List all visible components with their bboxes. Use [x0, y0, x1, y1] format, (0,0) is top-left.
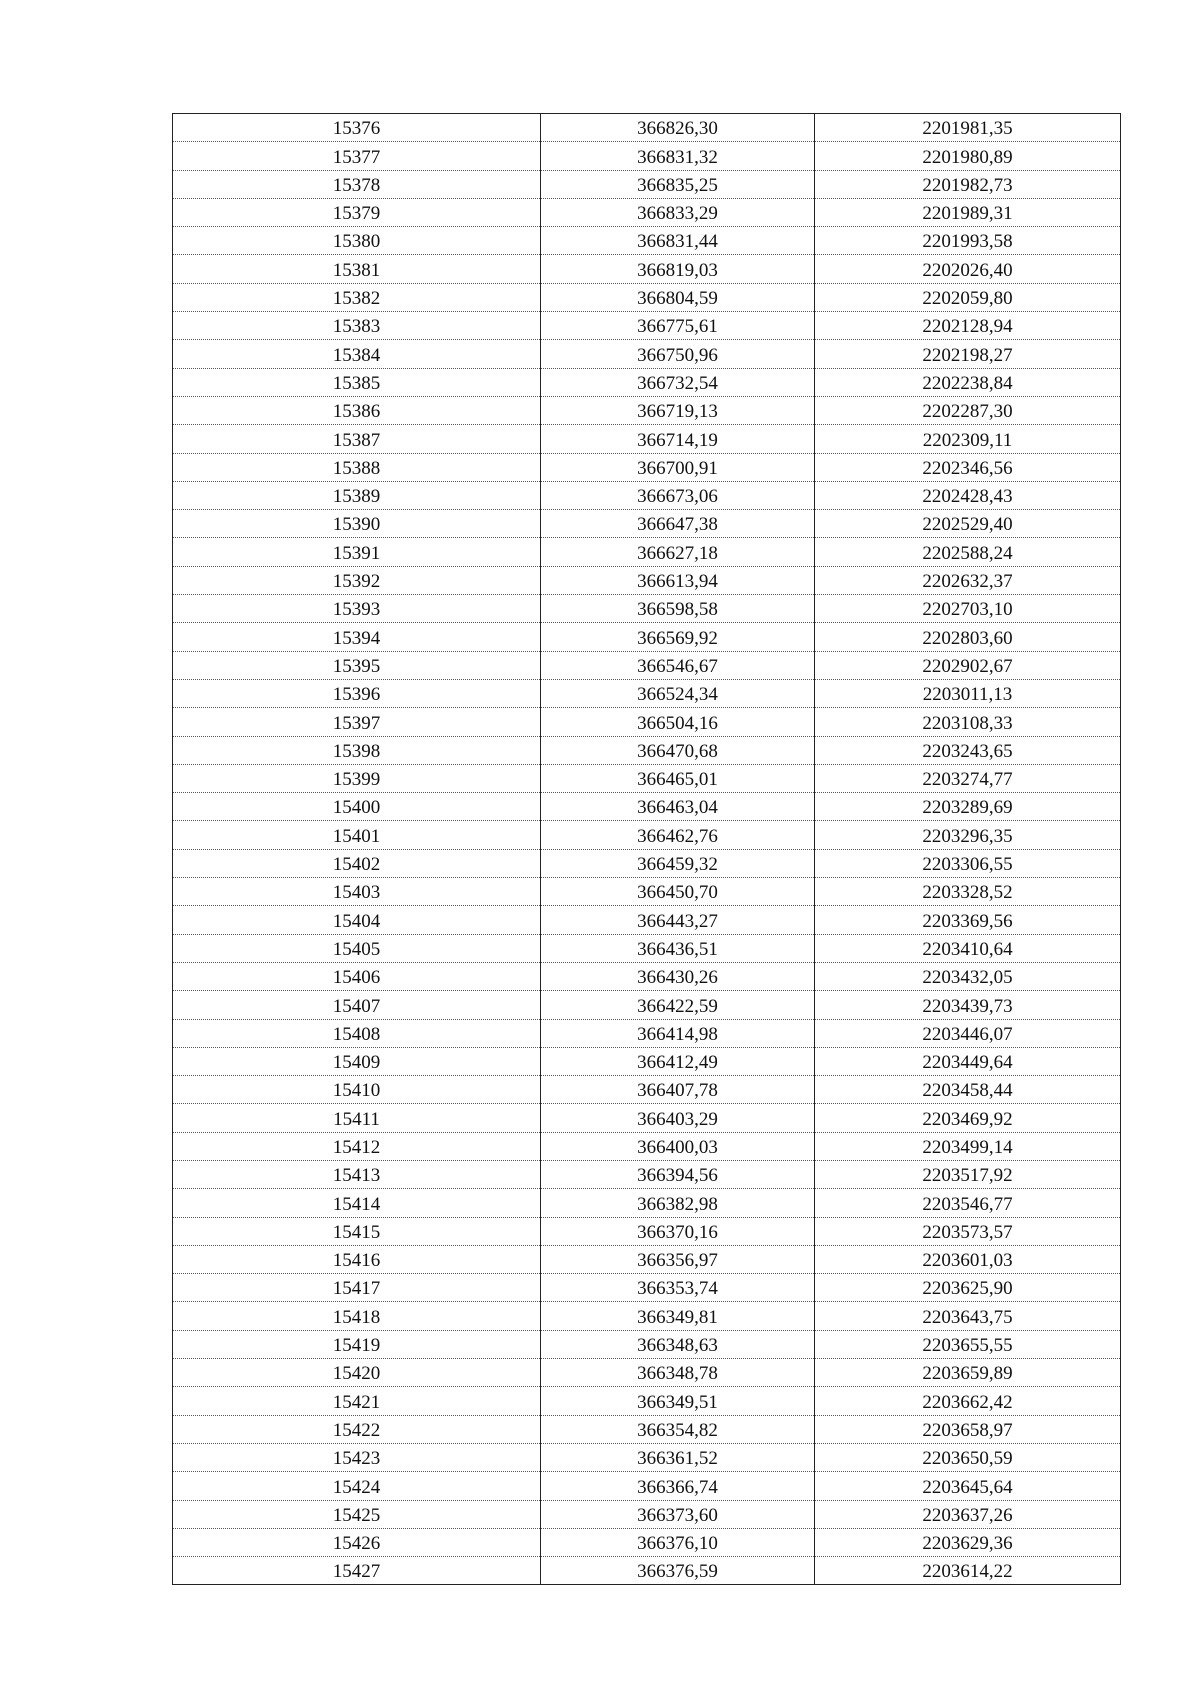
x-coordinate-cell: 366463,04	[541, 793, 815, 821]
x-coordinate-cell: 366719,13	[541, 396, 815, 424]
y-coordinate-cell: 2201981,35	[815, 114, 1121, 142]
table-row	[173, 1302, 1121, 1330]
x-coordinate-cell: 366349,81	[541, 1302, 815, 1330]
point-number-cell: 15382	[173, 283, 541, 311]
table-row	[173, 1019, 1121, 1047]
point-number-cell: 15391	[173, 538, 541, 566]
x-coordinate-cell: 366750,96	[541, 340, 815, 368]
x-coordinate-cell: 366732,54	[541, 368, 815, 396]
point-number-cell: 15377	[173, 142, 541, 170]
table-row	[173, 1274, 1121, 1302]
point-number-cell: 15392	[173, 566, 541, 594]
point-number-cell: 15380	[173, 227, 541, 255]
y-coordinate-cell: 2203655,55	[815, 1330, 1121, 1358]
table-row	[173, 764, 1121, 792]
point-number-cell: 15412	[173, 1132, 541, 1160]
y-coordinate-cell: 2202529,40	[815, 510, 1121, 538]
point-number-cell: 15385	[173, 368, 541, 396]
y-coordinate-cell: 2203546,77	[815, 1189, 1121, 1217]
point-number-cell: 15411	[173, 1104, 541, 1132]
point-number-cell: 15384	[173, 340, 541, 368]
table-row	[173, 679, 1121, 707]
y-coordinate-cell: 2203328,52	[815, 878, 1121, 906]
table-row	[173, 1557, 1121, 1585]
point-number-cell: 15398	[173, 736, 541, 764]
x-coordinate-cell: 366349,51	[541, 1387, 815, 1415]
table-row	[173, 566, 1121, 594]
y-coordinate-cell: 2203573,57	[815, 1217, 1121, 1245]
y-coordinate-cell: 2203274,77	[815, 764, 1121, 792]
table-row	[173, 595, 1121, 623]
y-coordinate-cell: 2203659,89	[815, 1359, 1121, 1387]
table-row	[173, 1132, 1121, 1160]
y-coordinate-cell: 2201980,89	[815, 142, 1121, 170]
table-row	[173, 227, 1121, 255]
y-coordinate-cell: 2203658,97	[815, 1415, 1121, 1443]
coordinates-table	[172, 113, 1121, 1585]
x-coordinate-cell: 366647,38	[541, 510, 815, 538]
x-coordinate-cell: 366373,60	[541, 1500, 815, 1528]
x-coordinate-cell: 366430,26	[541, 962, 815, 990]
point-number-cell: 15401	[173, 821, 541, 849]
x-coordinate-cell: 366403,29	[541, 1104, 815, 1132]
y-coordinate-cell: 2202128,94	[815, 312, 1121, 340]
table-row	[173, 1387, 1121, 1415]
table-row	[173, 538, 1121, 566]
point-number-cell: 15402	[173, 849, 541, 877]
y-coordinate-cell: 2203458,44	[815, 1076, 1121, 1104]
x-coordinate-cell: 366546,67	[541, 651, 815, 679]
point-number-cell: 15414	[173, 1189, 541, 1217]
point-number-cell: 15407	[173, 991, 541, 1019]
y-coordinate-cell: 2203369,56	[815, 906, 1121, 934]
y-coordinate-cell: 2201993,58	[815, 227, 1121, 255]
y-coordinate-cell: 2203625,90	[815, 1274, 1121, 1302]
y-coordinate-cell: 2203645,64	[815, 1472, 1121, 1500]
y-coordinate-cell: 2203629,36	[815, 1528, 1121, 1556]
point-number-cell: 15425	[173, 1500, 541, 1528]
y-coordinate-cell: 2202803,60	[815, 623, 1121, 651]
table-row	[173, 340, 1121, 368]
y-coordinate-cell: 2203601,03	[815, 1245, 1121, 1273]
point-number-cell: 15395	[173, 651, 541, 679]
point-number-cell: 15408	[173, 1019, 541, 1047]
point-number-cell: 15426	[173, 1528, 541, 1556]
table-row	[173, 934, 1121, 962]
y-coordinate-cell: 2203517,92	[815, 1160, 1121, 1188]
point-number-cell: 15379	[173, 198, 541, 226]
x-coordinate-cell: 366524,34	[541, 679, 815, 707]
point-number-cell: 15404	[173, 906, 541, 934]
x-coordinate-cell: 366569,92	[541, 623, 815, 651]
x-coordinate-cell: 366819,03	[541, 255, 815, 283]
point-number-cell: 15409	[173, 1047, 541, 1075]
x-coordinate-cell: 366627,18	[541, 538, 815, 566]
x-coordinate-cell: 366407,78	[541, 1076, 815, 1104]
table-row	[173, 878, 1121, 906]
y-coordinate-cell: 2202238,84	[815, 368, 1121, 396]
table-row	[173, 510, 1121, 538]
x-coordinate-cell: 366459,32	[541, 849, 815, 877]
x-coordinate-cell: 366613,94	[541, 566, 815, 594]
x-coordinate-cell: 366835,25	[541, 170, 815, 198]
table-row	[173, 170, 1121, 198]
table-row	[173, 312, 1121, 340]
y-coordinate-cell: 2203410,64	[815, 934, 1121, 962]
table-row	[173, 849, 1121, 877]
table-row	[173, 1104, 1121, 1132]
x-coordinate-cell: 366354,82	[541, 1415, 815, 1443]
y-coordinate-cell: 2203614,22	[815, 1557, 1121, 1585]
y-coordinate-cell: 2203662,42	[815, 1387, 1121, 1415]
y-coordinate-cell: 2202588,24	[815, 538, 1121, 566]
point-number-cell: 15424	[173, 1472, 541, 1500]
x-coordinate-cell: 366826,30	[541, 114, 815, 142]
y-coordinate-cell: 2201982,73	[815, 170, 1121, 198]
x-coordinate-cell: 366376,10	[541, 1528, 815, 1556]
x-coordinate-cell: 366673,06	[541, 481, 815, 509]
x-coordinate-cell: 366361,52	[541, 1443, 815, 1471]
y-coordinate-cell: 2203306,55	[815, 849, 1121, 877]
table-row	[173, 368, 1121, 396]
point-number-cell: 15403	[173, 878, 541, 906]
y-coordinate-cell: 2203296,35	[815, 821, 1121, 849]
y-coordinate-cell: 2203643,75	[815, 1302, 1121, 1330]
table-row	[173, 793, 1121, 821]
y-coordinate-cell: 2203439,73	[815, 991, 1121, 1019]
point-number-cell: 15421	[173, 1387, 541, 1415]
table-row	[173, 821, 1121, 849]
table-row	[173, 708, 1121, 736]
x-coordinate-cell: 366462,76	[541, 821, 815, 849]
x-coordinate-cell: 366470,68	[541, 736, 815, 764]
y-coordinate-cell: 2203011,13	[815, 679, 1121, 707]
point-number-cell: 15420	[173, 1359, 541, 1387]
point-number-cell: 15381	[173, 255, 541, 283]
table-row	[173, 1076, 1121, 1104]
x-coordinate-cell: 366833,29	[541, 198, 815, 226]
table-row	[173, 142, 1121, 170]
x-coordinate-cell: 366831,44	[541, 227, 815, 255]
x-coordinate-cell: 366465,01	[541, 764, 815, 792]
table-row	[173, 481, 1121, 509]
y-coordinate-cell: 2202632,37	[815, 566, 1121, 594]
x-coordinate-cell: 366370,16	[541, 1217, 815, 1245]
x-coordinate-cell: 366348,63	[541, 1330, 815, 1358]
point-number-cell: 15393	[173, 595, 541, 623]
point-number-cell: 15417	[173, 1274, 541, 1302]
table-row	[173, 991, 1121, 1019]
point-number-cell: 15396	[173, 679, 541, 707]
point-number-cell: 15418	[173, 1302, 541, 1330]
table-row	[173, 453, 1121, 481]
y-coordinate-cell: 2202902,67	[815, 651, 1121, 679]
y-coordinate-cell: 2202059,80	[815, 283, 1121, 311]
y-coordinate-cell: 2201989,31	[815, 198, 1121, 226]
table-row	[173, 396, 1121, 424]
point-number-cell: 15405	[173, 934, 541, 962]
table-row	[173, 1245, 1121, 1273]
x-coordinate-cell: 366366,74	[541, 1472, 815, 1500]
table-row	[173, 114, 1121, 142]
x-coordinate-cell: 366414,98	[541, 1019, 815, 1047]
point-number-cell: 15410	[173, 1076, 541, 1104]
y-coordinate-cell: 2203469,92	[815, 1104, 1121, 1132]
x-coordinate-cell: 366714,19	[541, 425, 815, 453]
point-number-cell: 15400	[173, 793, 541, 821]
table-row	[173, 906, 1121, 934]
table-row	[173, 736, 1121, 764]
table-row	[173, 1500, 1121, 1528]
table-row	[173, 1415, 1121, 1443]
point-number-cell: 15390	[173, 510, 541, 538]
table-row	[173, 283, 1121, 311]
x-coordinate-cell: 366353,74	[541, 1274, 815, 1302]
table-row	[173, 1359, 1121, 1387]
table-row	[173, 1472, 1121, 1500]
point-number-cell: 15427	[173, 1557, 541, 1585]
y-coordinate-cell: 2203449,64	[815, 1047, 1121, 1075]
point-number-cell: 15397	[173, 708, 541, 736]
point-number-cell: 15376	[173, 114, 541, 142]
y-coordinate-cell: 2202026,40	[815, 255, 1121, 283]
table-row	[173, 1528, 1121, 1556]
table-row	[173, 1189, 1121, 1217]
y-coordinate-cell: 2202703,10	[815, 595, 1121, 623]
point-number-cell: 15388	[173, 453, 541, 481]
x-coordinate-cell: 366443,27	[541, 906, 815, 934]
x-coordinate-cell: 366831,32	[541, 142, 815, 170]
coordinates-table-body	[173, 114, 1121, 1585]
y-coordinate-cell: 2203499,14	[815, 1132, 1121, 1160]
y-coordinate-cell: 2202428,43	[815, 481, 1121, 509]
x-coordinate-cell: 366356,97	[541, 1245, 815, 1273]
x-coordinate-cell: 366804,59	[541, 283, 815, 311]
x-coordinate-cell: 366376,59	[541, 1557, 815, 1585]
y-coordinate-cell: 2202309,11	[815, 425, 1121, 453]
x-coordinate-cell: 366598,58	[541, 595, 815, 623]
x-coordinate-cell: 366422,59	[541, 991, 815, 1019]
x-coordinate-cell: 366775,61	[541, 312, 815, 340]
table-row	[173, 962, 1121, 990]
y-coordinate-cell: 2203243,65	[815, 736, 1121, 764]
x-coordinate-cell: 366504,16	[541, 708, 815, 736]
x-coordinate-cell: 366382,98	[541, 1189, 815, 1217]
table-row	[173, 198, 1121, 226]
point-number-cell: 15419	[173, 1330, 541, 1358]
y-coordinate-cell: 2203650,59	[815, 1443, 1121, 1471]
y-coordinate-cell: 2203432,05	[815, 962, 1121, 990]
x-coordinate-cell: 366436,51	[541, 934, 815, 962]
y-coordinate-cell: 2202198,27	[815, 340, 1121, 368]
x-coordinate-cell: 366412,49	[541, 1047, 815, 1075]
point-number-cell: 15399	[173, 764, 541, 792]
point-number-cell: 15416	[173, 1245, 541, 1273]
y-coordinate-cell: 2203289,69	[815, 793, 1121, 821]
point-number-cell: 15415	[173, 1217, 541, 1245]
point-number-cell: 15423	[173, 1443, 541, 1471]
table-row	[173, 255, 1121, 283]
table-row	[173, 1330, 1121, 1358]
table-row	[173, 1217, 1121, 1245]
point-number-cell: 15378	[173, 170, 541, 198]
table-row	[173, 623, 1121, 651]
x-coordinate-cell: 366348,78	[541, 1359, 815, 1387]
point-number-cell: 15413	[173, 1160, 541, 1188]
table-row	[173, 425, 1121, 453]
y-coordinate-cell: 2203108,33	[815, 708, 1121, 736]
y-coordinate-cell: 2202287,30	[815, 396, 1121, 424]
y-coordinate-cell: 2202346,56	[815, 453, 1121, 481]
x-coordinate-cell: 366394,56	[541, 1160, 815, 1188]
point-number-cell: 15422	[173, 1415, 541, 1443]
table-row	[173, 1047, 1121, 1075]
y-coordinate-cell: 2203637,26	[815, 1500, 1121, 1528]
x-coordinate-cell: 366450,70	[541, 878, 815, 906]
point-number-cell: 15387	[173, 425, 541, 453]
table-row	[173, 1443, 1121, 1471]
x-coordinate-cell: 366400,03	[541, 1132, 815, 1160]
x-coordinate-cell: 366700,91	[541, 453, 815, 481]
point-number-cell: 15389	[173, 481, 541, 509]
point-number-cell: 15394	[173, 623, 541, 651]
table-row	[173, 1160, 1121, 1188]
y-coordinate-cell: 2203446,07	[815, 1019, 1121, 1047]
point-number-cell: 15406	[173, 962, 541, 990]
table-row	[173, 651, 1121, 679]
point-number-cell: 15383	[173, 312, 541, 340]
point-number-cell: 15386	[173, 396, 541, 424]
